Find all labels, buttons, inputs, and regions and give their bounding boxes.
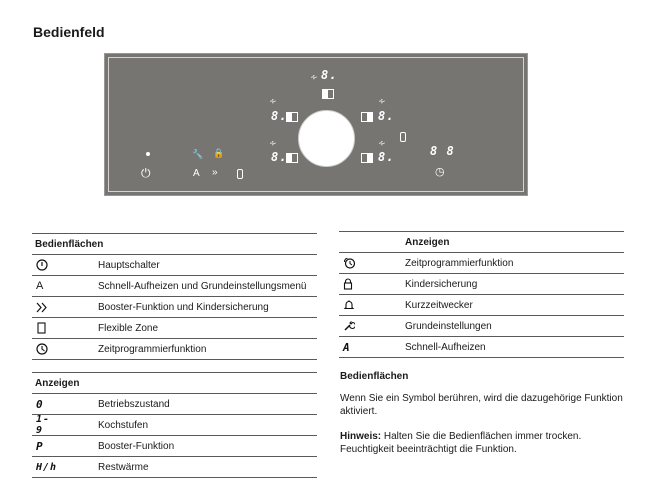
clock-icon[interactable]: ◷ — [435, 166, 445, 178]
table-row: H/h Restwärme — [32, 457, 317, 478]
zone-selector-right-lower[interactable] — [361, 153, 373, 163]
booster-button[interactable]: » — [212, 167, 218, 178]
heat-indicator-icon: ∻ — [378, 138, 386, 148]
segment-display-top: 8. — [321, 68, 338, 82]
table-row: A Schnell-Aufheizen und Grundeinstellungsmenü — [32, 276, 317, 297]
hint-paragraph — [340, 430, 630, 456]
heat-indicator-icon: ∻ — [269, 96, 277, 106]
segment-levels-icon: 1-9 — [36, 414, 51, 436]
table-row: 1-9 Kochstufen — [32, 415, 317, 436]
zone-selector-right-upper[interactable] — [361, 112, 373, 122]
table-heading: Bedienflächen — [35, 239, 104, 250]
timer-display: 8 8 — [430, 144, 455, 158]
page-title: Bedienfeld — [33, 24, 105, 40]
segment-display-right-upper: 8. — [378, 109, 395, 123]
table-bedienflaechen — [32, 233, 317, 360]
lock-icon — [343, 278, 357, 290]
zone-selector-left-lower[interactable] — [286, 153, 298, 163]
table-row: Zeitprogrammierfunktion — [339, 253, 624, 274]
table-row: Grundeinstellungen — [339, 316, 624, 337]
control-knob[interactable] — [298, 110, 355, 167]
flexible-zone-indicator — [400, 132, 406, 142]
quick-heat-button[interactable]: A — [193, 168, 200, 179]
table-heading: Anzeigen — [35, 378, 80, 389]
table-row: Hauptschalter — [32, 255, 317, 276]
table-row: Booster-Funktion und Kindersicherung — [32, 297, 317, 318]
segment-hh-icon: H/h — [36, 461, 58, 473]
table-row: Kurzzeitwecker — [339, 295, 624, 316]
bell-icon — [343, 299, 357, 311]
power-status-dot — [146, 152, 150, 156]
control-panel-illustration — [104, 53, 528, 196]
heat-indicator-icon: ∻ — [378, 96, 386, 106]
table-row: Kindersicherung — [339, 274, 624, 295]
table-row: Zeitprogrammierfunktion — [32, 339, 317, 360]
letter-a-icon: A — [36, 280, 44, 292]
segment-p-icon: P — [36, 439, 44, 453]
section-heading: Bedienflächen — [340, 371, 409, 382]
segment-display-left-upper: 8. — [271, 109, 288, 123]
flexible-zone-icon — [36, 322, 50, 334]
zone-selector-top[interactable] — [322, 89, 334, 99]
hint-text: Halten Sie die Bedienflächen immer trocken. Feuchtigkeit beeinträchtigt die Funktion. — [340, 431, 582, 455]
wrench-icon — [343, 320, 357, 332]
table-heading: Anzeigen — [405, 237, 450, 248]
table-anzeigen-left — [32, 372, 317, 478]
heat-indicator-icon: ∻ — [310, 72, 318, 82]
double-chevron-icon — [36, 301, 50, 313]
hint-label: Hinweis: — [340, 431, 382, 442]
power-button[interactable]: ⏻ — [141, 166, 151, 180]
clock-icon — [36, 343, 50, 355]
power-icon — [36, 259, 50, 271]
table-row: A Schnell-Aufheizen — [339, 337, 624, 358]
segment-a-icon: A — [343, 340, 351, 354]
table-anzeigen-right — [339, 231, 624, 358]
segment-zero-icon: 0 — [36, 397, 44, 411]
wrench-icon: 🔧 — [192, 149, 204, 159]
zone-selector-left-upper[interactable] — [286, 112, 298, 122]
segment-display-right-lower: 8. — [378, 150, 395, 164]
table-row: P Booster-Funktion — [32, 436, 317, 457]
table-row: 0 Betriebszustand — [32, 394, 317, 415]
segment-display-left-lower: 8. — [271, 150, 288, 164]
table-row: Flexible Zone — [32, 318, 317, 339]
lock-icon: 🔒 — [213, 148, 225, 158]
flexible-zone-button[interactable] — [237, 169, 243, 179]
timer-program-icon — [343, 257, 357, 269]
heat-indicator-icon: ∻ — [269, 138, 277, 148]
info-paragraph: Wenn Sie ein Symbol berühren, wird die dazugehörige Funktion aktiviert. — [340, 393, 623, 417]
